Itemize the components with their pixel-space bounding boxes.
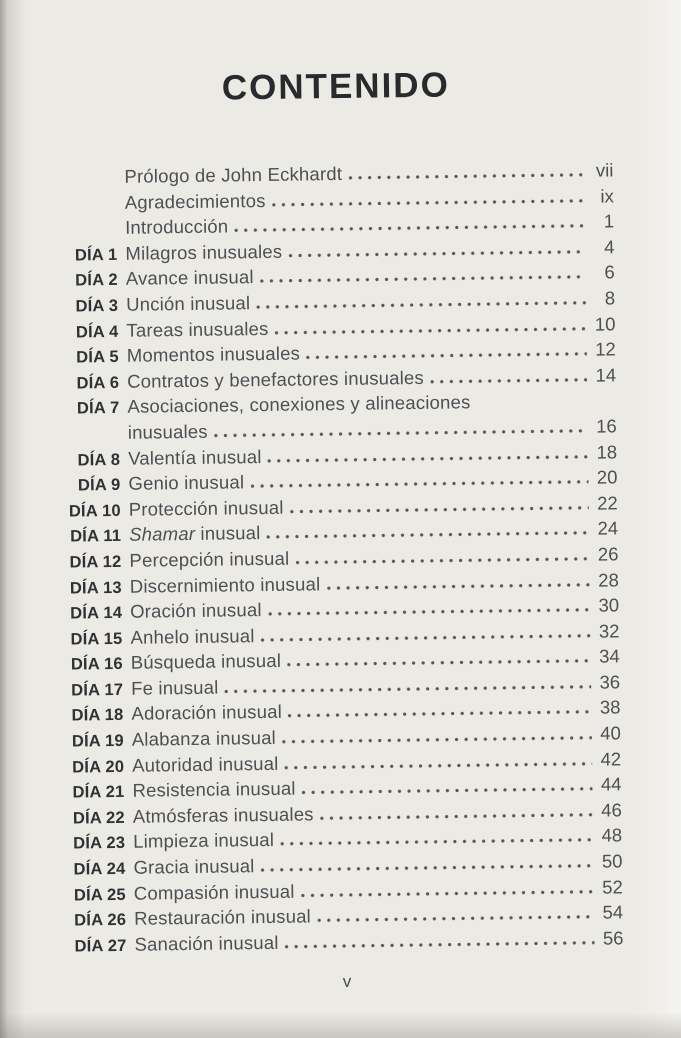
entry-title-italic: Shamar: [128, 523, 196, 546]
entry-day-label: DÍA 7: [76, 399, 120, 418]
entry-page-number: 10: [594, 312, 616, 335]
entry-page-number: 44: [600, 773, 622, 795]
entry-page-number: 30: [598, 594, 620, 616]
dot-leader: [302, 787, 593, 795]
entry-title: Prólogo de John Eckhardt: [124, 162, 343, 187]
entry-page-number: 46: [601, 799, 622, 821]
dot-leader: [214, 429, 588, 438]
entry-page-number: 22: [597, 492, 618, 514]
entry-title: Búsqueda inusual: [130, 650, 282, 674]
entry-day-label: DÍA 22: [72, 808, 125, 828]
dot-leader: [261, 633, 591, 641]
dot-leader: [306, 352, 587, 360]
dot-leader: [290, 505, 589, 513]
entry-title: Agradecimientos: [124, 189, 266, 213]
entry-page-number: 20: [596, 466, 618, 488]
entry-title: Autoridad inusual: [132, 752, 279, 776]
dot-leader: [225, 685, 592, 694]
entry-day-label: DÍA 11: [70, 527, 122, 546]
entry-day-label: DÍA 19: [71, 731, 124, 751]
entry-title: Gracia inusual: [133, 855, 255, 878]
entry-title: Protección inusual: [128, 496, 284, 520]
entry-page-number: 6: [604, 261, 615, 283]
entry-page-number: 24: [597, 517, 619, 539]
dot-leader: [267, 531, 590, 539]
entry-page-number: 8: [604, 287, 616, 309]
entry-day-label: DÍA 2: [75, 271, 118, 290]
entry-day-label: DÍA 24: [73, 859, 126, 879]
entry-day-label: DÍA 26: [74, 911, 127, 930]
entry-page-number: 54: [602, 901, 624, 923]
entry-day-label: DÍA 25: [73, 885, 126, 905]
dot-leader: [250, 480, 588, 488]
dot-leader: [317, 915, 594, 923]
entry-day-label-empty: [60, 439, 120, 440]
entry-title: Asociaciones, conexiones y alineaciones: [127, 391, 471, 418]
entry-day-label: DÍA 14: [70, 603, 123, 623]
dot-leader: [288, 710, 592, 718]
entry-day-label: DÍA 6: [76, 373, 120, 393]
toc-entries: [0, 159, 681, 961]
entry-day-label: DÍA 17: [71, 680, 124, 700]
entry-day-label: [57, 209, 117, 210]
entry-title: Milagros inusuales: [125, 240, 283, 264]
entry-page-number: 50: [601, 850, 623, 872]
entry-day-label: [57, 234, 117, 235]
entry-page-number: 32: [598, 620, 620, 642]
entry-title: Avance inusual: [125, 266, 254, 290]
dot-leader: [285, 941, 595, 949]
entry-title: Anhelo inusual: [130, 624, 255, 648]
entry-day-label: DÍA 27: [74, 936, 127, 956]
dot-leader: [261, 864, 594, 872]
entry-page-number: 38: [599, 696, 621, 719]
entry-page-number: 16: [596, 415, 617, 437]
entry-day-label: DÍA 10: [68, 501, 121, 521]
entry-title: Tareas inusuales: [126, 317, 269, 341]
entry-page-number: 42: [600, 748, 622, 770]
entry-page-number: 18: [596, 440, 618, 463]
entry-day-label: DÍA 5: [76, 348, 119, 367]
entry-title: Contratos y benefactores inusuales: [126, 366, 425, 392]
dot-leader: [256, 301, 586, 309]
entry-page-number: 28: [598, 568, 619, 591]
entry-day-label: DÍA 4: [75, 322, 119, 342]
entry-title: Valentía inusual: [127, 445, 262, 469]
entry-title: Limpieza inusual: [133, 829, 275, 853]
entry-title: Momentos inusuales: [126, 342, 301, 366]
entry-page-number: 36: [599, 671, 621, 693]
entry-page-number: 52: [602, 875, 623, 898]
entry-page-number: 1: [603, 210, 615, 232]
entry-page-number: 14: [595, 364, 617, 386]
dot-leader: [275, 326, 587, 334]
entry-page-number: 56: [602, 927, 624, 949]
dot-leader: [285, 761, 593, 769]
entry-page-number: 48: [601, 824, 623, 847]
dot-leader: [280, 838, 593, 846]
entry-title: Shamar inusual: [128, 522, 261, 546]
dot-leader: [234, 224, 585, 233]
entry-title: Restauración inusual: [134, 905, 312, 929]
entry-page-number: 34: [599, 645, 620, 667]
dot-leader: [260, 275, 586, 283]
entry-title: Introducción: [124, 215, 229, 238]
entry-day-label: DÍA 23: [73, 834, 126, 853]
entry-day-label: DÍA 1: [74, 245, 118, 265]
entry-page-number: vii: [595, 159, 614, 181]
entry-title: Compasión inusual: [133, 880, 295, 904]
entry-day-label: DÍA 16: [70, 655, 123, 674]
dot-leader: [348, 173, 584, 180]
page-bottom-edge-shadow: [0, 1012, 681, 1038]
entry-title: Genio inusual: [128, 471, 245, 494]
entry-title: Resistencia inusual: [132, 777, 296, 802]
entry-title: Alabanza inusual: [131, 726, 277, 750]
dot-leader: [301, 889, 594, 897]
entry-page-number: 12: [595, 338, 616, 360]
entry-page-number: 26: [597, 543, 619, 565]
dot-leader: [430, 378, 587, 384]
dot-leader: [288, 250, 585, 258]
dot-leader: [268, 454, 589, 462]
page-title: CONTENIDO: [221, 65, 451, 108]
entry-title: Sanación inusual: [134, 931, 279, 955]
entry-title: Atmósferas inusuales: [132, 803, 314, 827]
entry-title: Unción inusual: [125, 292, 251, 315]
entry-title: Oración inusual: [130, 599, 262, 622]
entry-page-number: 4: [603, 236, 615, 258]
entry-title-wrap: inusuales: [127, 420, 208, 443]
entry-day-label: DÍA 13: [69, 578, 122, 598]
entry-title: Discernimiento inusual: [129, 572, 321, 597]
entry-day-label: DÍA 12: [69, 552, 122, 572]
dot-leader: [282, 736, 592, 744]
dot-leader: [268, 608, 590, 616]
page-number: v: [342, 972, 353, 992]
entry-page-number: ix: [600, 184, 614, 207]
dot-leader: [295, 557, 589, 565]
entry-page-number: 40: [600, 722, 621, 744]
entry-day-label: DÍA 8: [77, 450, 121, 469]
dot-leader: [326, 582, 590, 589]
dot-leader: [272, 198, 585, 206]
dot-leader: [287, 659, 591, 667]
entry-title: Percepción inusual: [129, 547, 290, 571]
entry-day-label: DÍA 20: [72, 757, 125, 777]
entry-day-label: [57, 183, 117, 184]
entry-day-label: DÍA 3: [75, 296, 119, 316]
entry-title: Fe inusual: [131, 676, 219, 699]
entry-day-label: DÍA 15: [70, 629, 123, 649]
entry-day-label: DÍA 21: [72, 783, 125, 802]
entry-day-label: DÍA 9: [77, 476, 121, 495]
dot-leader: [320, 813, 593, 821]
entry-day-label: DÍA 18: [71, 706, 124, 726]
entry-title: Adoración inusual: [131, 701, 283, 725]
